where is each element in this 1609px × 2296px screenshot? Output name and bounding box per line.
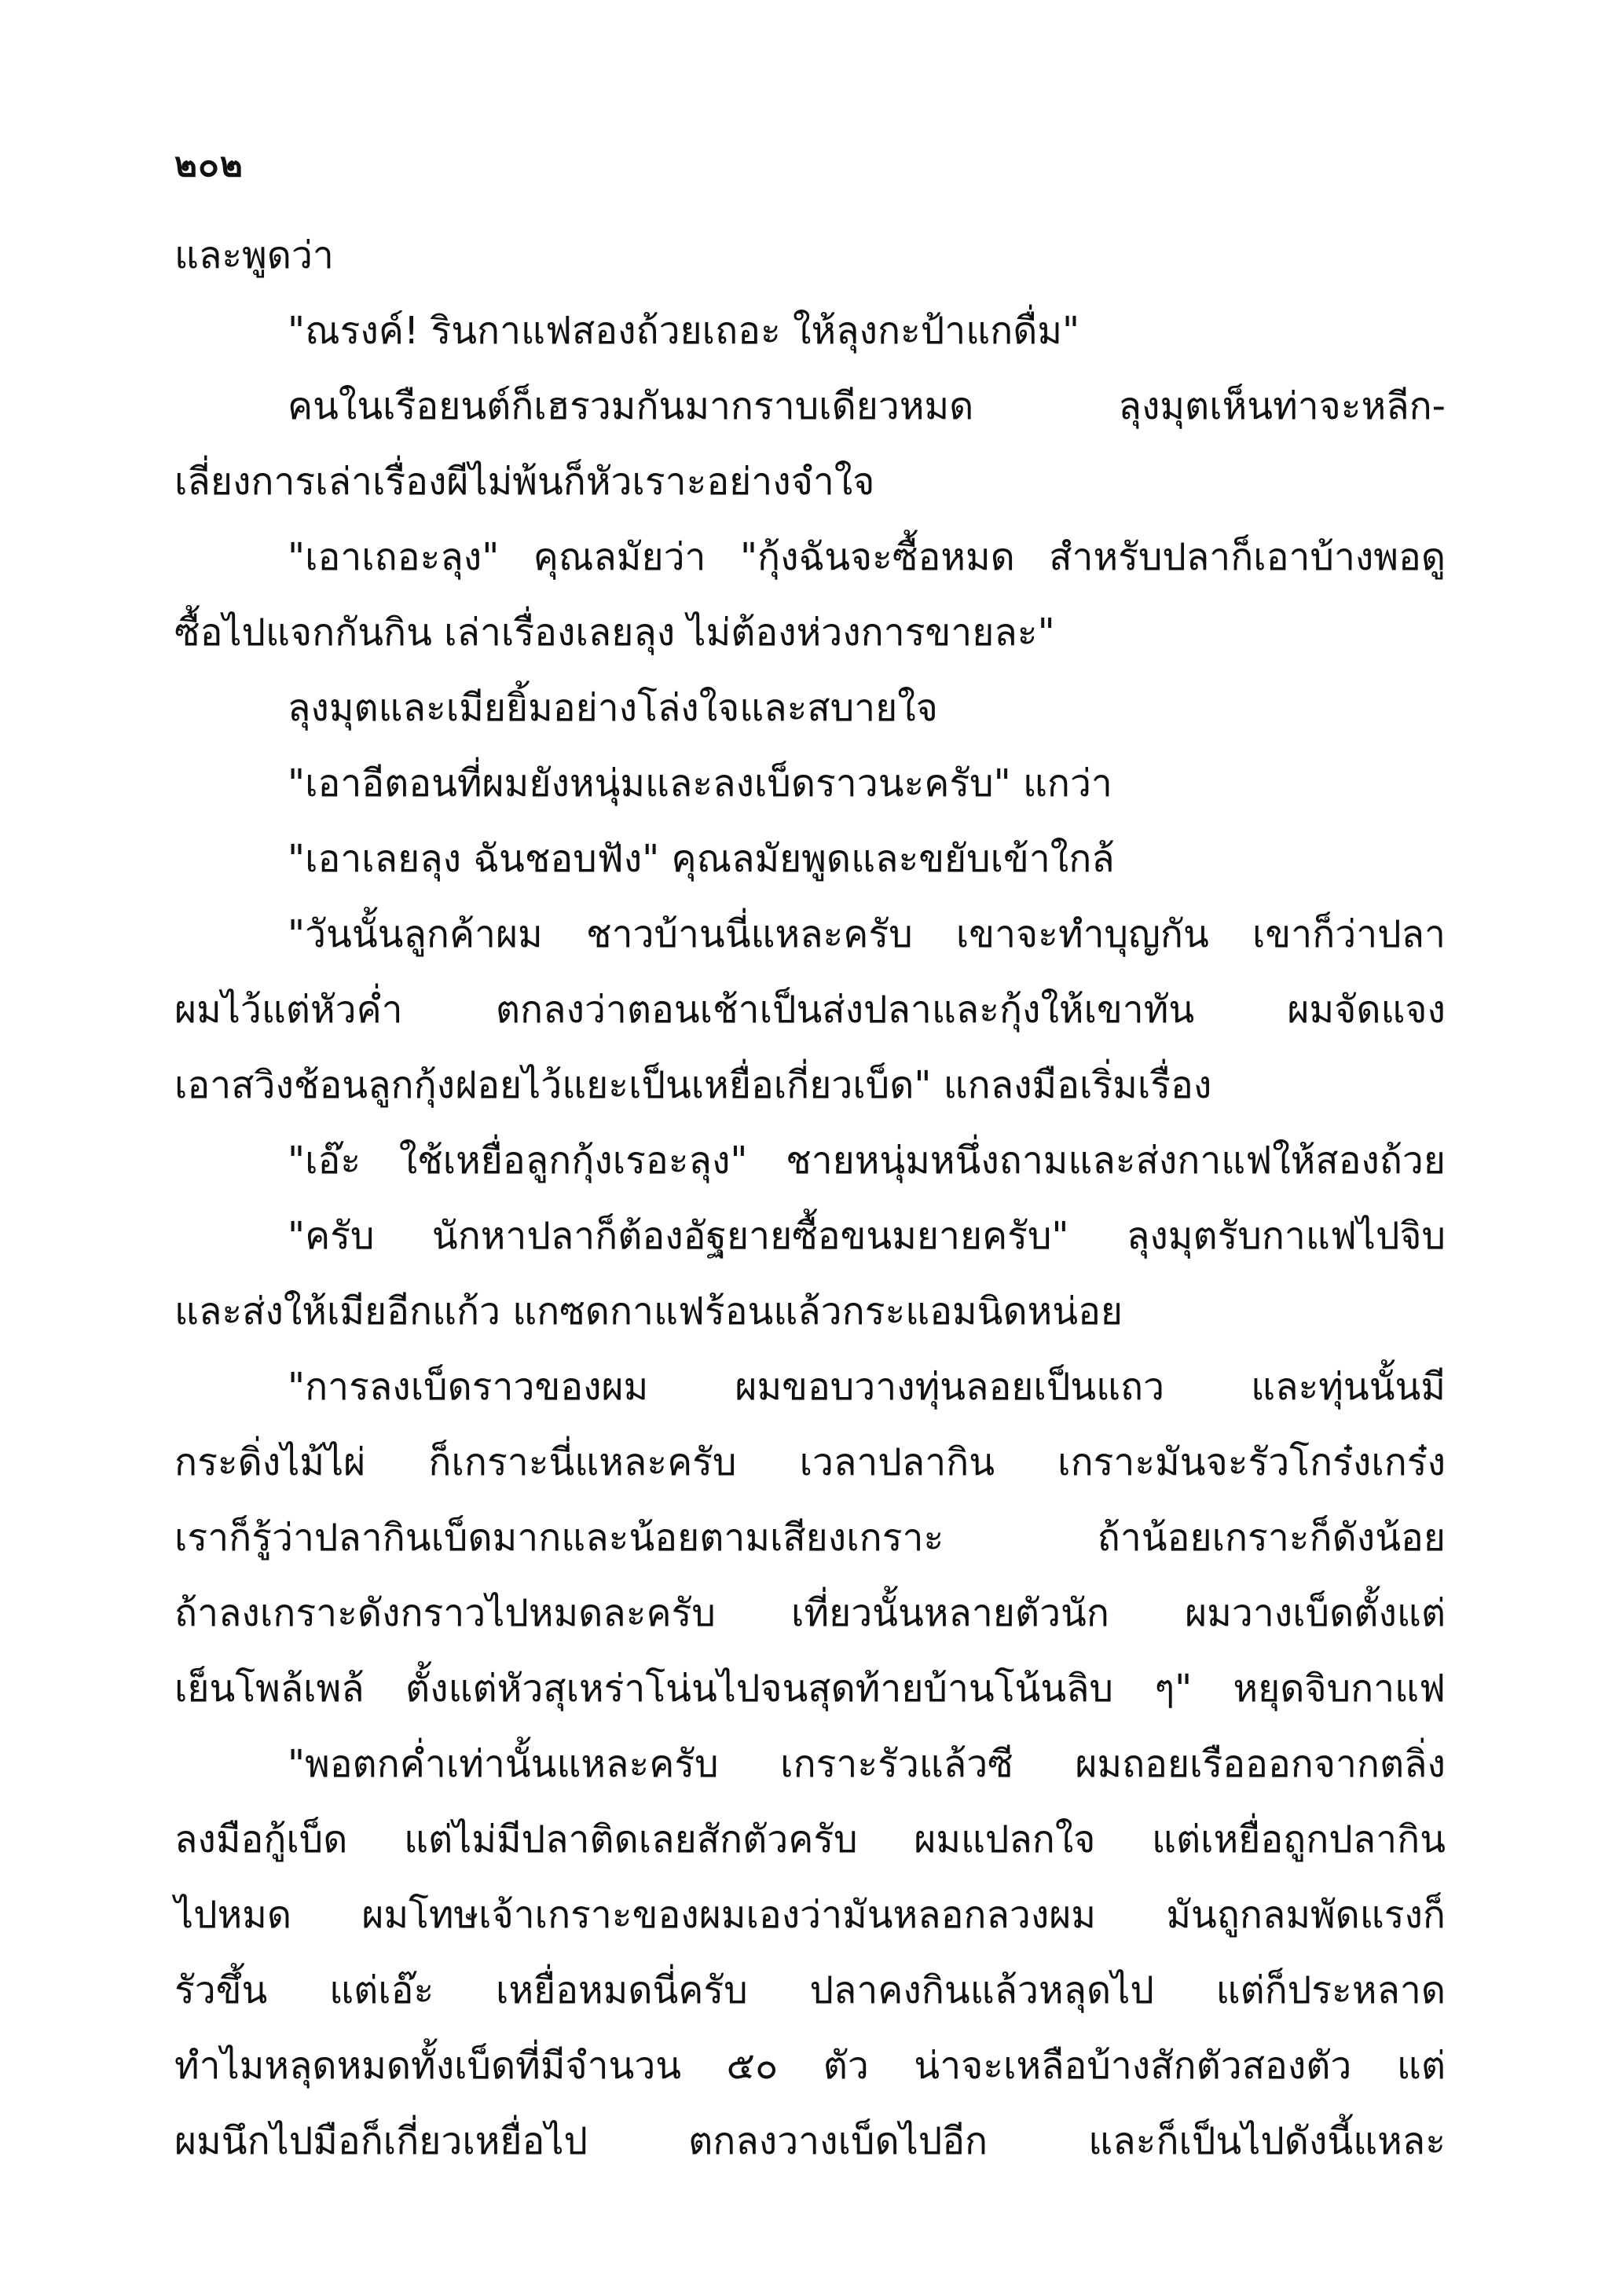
page-number: ๒๐๒ xyxy=(174,145,244,185)
text-line: ลงมือกู้เบ็ด แต่ไม่มีปลาติดเลยสักตัวครับ ผมแปลกใจ แต่เหยื่อถูกปลากิน xyxy=(174,1817,1446,1861)
text-line: "วันนั้นลูกค้าผม ชาวบ้านนี่แหละครับ เขาจะทำบุญกัน เขาก็ว่าปลา xyxy=(288,912,1446,956)
text-line: "เอ๊ะ ใช้เหยื่อลูกกุ้งเรอะลุง" ชายหนุ่มหนึ่งถามและส่งกาแฟให้สองถ้วย xyxy=(288,1139,1446,1183)
text-line: "ครับ นักหาปลาก็ต้องอัฐยายซื้อขนมยายครับ" ลุงมุตรับกาแฟไปจิบ xyxy=(288,1214,1446,1258)
text-line: ไปหมด ผมโทษเจ้าเกราะของผมเองว่ามันหลอกลวงผม มันถูกลมพัดแรงก็ xyxy=(174,1893,1446,1937)
text-line: ซื้อไปแจกกันกิน เล่าเรื่องเลยลุง ไม่ต้องห่วงการขายละ" xyxy=(174,611,1055,655)
text-line: ผมนึกไปมือก็เกี่ยวเหยื่อไป ตกลงวางเบ็ดไปอีก และก็เป็นไปดังนี้แหละ xyxy=(174,2119,1446,2163)
text-line: ทำไมหลุดหมดทั้งเบ็ดที่มีจำนวน ๕๐ ตัว น่าจะเหลือบ้างสักตัวสองตัว แต่ xyxy=(174,2044,1446,2088)
text-line: "เอาเถอะลุง" คุณลมัยว่า "กุ้งฉันจะซื้อหมด สำหรับปลาก็เอาบ้างพอดู xyxy=(288,535,1446,579)
text-line: "ณรงค์! รินกาแฟสองถ้วยเถอะ ให้ลุงกะป้าแกดื่ม" xyxy=(288,309,1080,353)
text-line: คนในเรือยนต์ก็เฮรวมกันมากราบเดียวหมด ลุงมุตเห็นท่าจะหลีก- xyxy=(288,384,1446,428)
text-line: เย็นโพล้เพล้ ตั้งแต่หัวสุเหร่าโน่นไปจนสุดท้ายบ้านโน้นลิบ ๆ" หยุดจิบกาแฟ xyxy=(174,1667,1446,1711)
text-line: เลี่ยงการเล่าเรื่องผีไม่พ้นก็หัวเราะอย่างจำใจ xyxy=(174,460,875,504)
text-line: ถ้าลงเกราะดังกราวไปหมดละครับ เที่ยวนั้นหลายตัวนัก ผมวางเบ็ดตั้งแต่ xyxy=(174,1591,1446,1635)
text-line: "การลงเบ็ดราวของผม ผมขอบวางทุ่นลอยเป็นแถว และทุ่นนั้นมี xyxy=(288,1365,1446,1409)
text-line: และส่งให้เมียอีกแก้ว แกซดกาแฟร้อนแล้วกระแอมนิดหน่อย xyxy=(174,1289,1123,1333)
text-line: กระดิ่งไม้ไผ่ ก็เกราะนี่แหละครับ เวลาปลากิน เกราะมันจะรัวโกร๋งเกร๋ง xyxy=(174,1440,1446,1484)
text-line: เอาสวิงช้อนลูกกุ้งฝอยไว้แยะเป็นเหยื่อเกี่ยวเบ็ด" แกลงมือเริ่มเรื่อง xyxy=(174,1063,1212,1107)
text-line: ผมไว้แต่หัวค่ำ ตกลงว่าตอนเช้าเป็นส่งปลาและกุ้งให้เขาทัน ผมจัดแจง xyxy=(174,988,1446,1032)
text-line: "พอตกค่ำเท่านั้นแหละครับ เกราะรัวแล้วซี ผมถอยเรือออกจากตลิ่ง xyxy=(288,1742,1446,1786)
text-line: "เอาอีตอนที่ผมยังหนุ่มและลงเบ็ดราวนะครับ" แกว่า xyxy=(288,761,1112,805)
text-line: เราก็รู้ว่าปลากินเบ็ดมากและน้อยตามเสียงเกราะ ถ้าน้อยเกราะก็ดังน้อย xyxy=(174,1516,1446,1560)
text-line: "เอาเลยลุง ฉันชอบฟัง" คุณลมัยพูดและขยับเข้าใกล้ xyxy=(288,837,1115,881)
text-line: ลุงมุตและเมียยิ้มอย่างโล่งใจและสบายใจ xyxy=(288,686,938,730)
text-line: และพูดว่า xyxy=(174,233,334,277)
text-line: รัวขึ้น แต่เอ๊ะ เหยื่อหมดนี่ครับ ปลาคงกินแล้วหลุดไป แต่ก็ประหลาด xyxy=(174,1968,1446,2012)
